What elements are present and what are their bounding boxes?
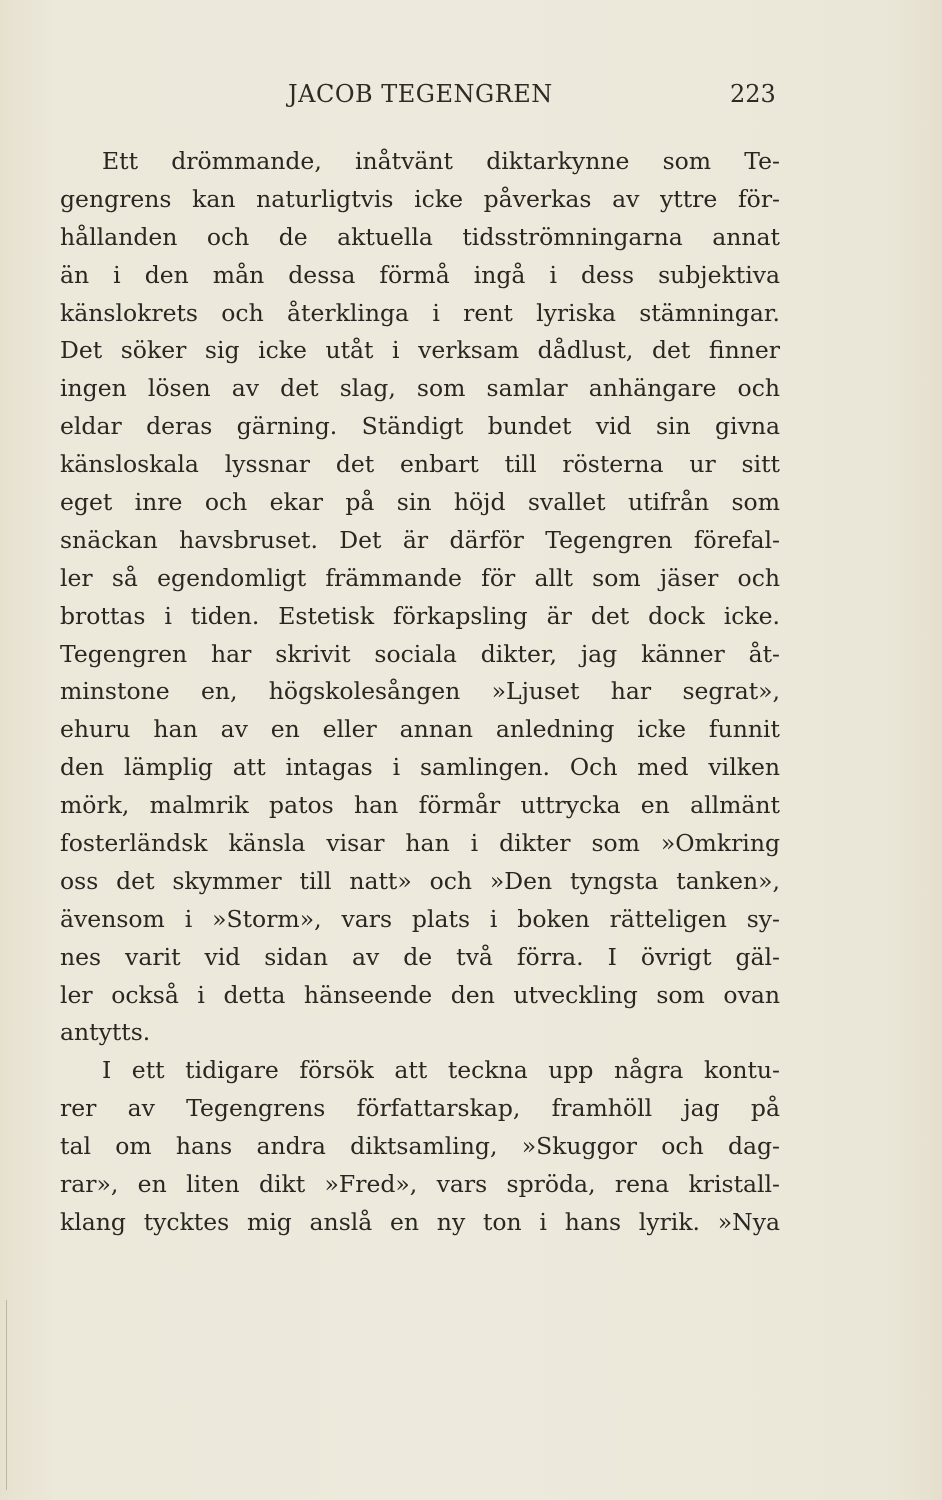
text-line: hållanden och de aktuella tidsströmningarna annat bbox=[60, 222, 780, 251]
page-number: 223 bbox=[730, 80, 776, 108]
text-line: ler också i detta hänseende den utveckling som ovan bbox=[60, 980, 780, 1009]
paragraph-2 bbox=[60, 1052, 780, 1241]
text-line: klang tycktes mig anslå en ny ton i hans lyrik. »Nya bbox=[60, 1207, 780, 1236]
text-line: eldar deras gärning. Ständigt bundet vid sin givna bbox=[60, 412, 780, 441]
text-line: Tegengren har skrivit sociala dikter, jag känner åt- bbox=[60, 639, 780, 668]
text-line: känslokrets och återklinga i rent lyriska stämningar. bbox=[60, 298, 780, 327]
paragraph-1 bbox=[60, 143, 780, 1052]
text-line: oss det skymmer till natt» och »Den tyngsta tanken», bbox=[60, 866, 780, 895]
text-line: ingen lösen av det slag, som samlar anhängare och bbox=[60, 374, 780, 403]
text-line: antytts. bbox=[60, 1018, 151, 1047]
text-line: rer av Tegengrens författarskap, framhöll jag på bbox=[60, 1094, 780, 1123]
text-line: snäckan havsbruset. Det är därför Tegengren förefal- bbox=[60, 525, 780, 554]
text-line: nes varit vid sidan av de två förra. I övrigt gäl- bbox=[60, 942, 780, 971]
text-line: än i den mån dessa förmå ingå i dess subjektiva bbox=[60, 260, 780, 289]
header-title: JACOB TEGENGREN bbox=[288, 80, 553, 108]
text-line: mörk, malmrik patos han förmår uttrycka en allmänt bbox=[60, 791, 780, 820]
running-header bbox=[0, 80, 942, 120]
text-line: gengrens kan naturligtvis icke påverkas av yttre för- bbox=[60, 184, 780, 213]
text-line: fosterländsk känsla visar han i dikter som »Omkring bbox=[60, 829, 780, 858]
text-line: ävensom i »Storm», vars plats i boken rätteligen sy- bbox=[60, 904, 780, 933]
text-line: tal om hans andra diktsamling, »Skuggor och dag- bbox=[60, 1132, 780, 1161]
text-line: eget inre och ekar på sin höjd svallet utifrån som bbox=[60, 488, 780, 517]
text-line: brottas i tiden. Estetisk förkapsling är det dock icke. bbox=[60, 601, 780, 630]
text-line: ler så egendomligt främmande för allt som jäser och bbox=[60, 563, 780, 592]
text-line: rar», en liten dikt »Fred», vars spröda, rena kristall- bbox=[60, 1170, 780, 1199]
body-text bbox=[60, 143, 780, 1242]
text-line: I ett tidigare försök att teckna upp några kontu- bbox=[102, 1056, 780, 1085]
text-line: ehuru han av en eller annan anledning icke funnit bbox=[60, 715, 780, 744]
text-line: Ett drömmande, inåtvänt diktarkynne som Te- bbox=[102, 147, 780, 175]
text-line: känsloskala lyssnar det enbart till rösterna ur sitt bbox=[60, 450, 780, 479]
text-line: Det söker sig icke utåt i verksam dådlust, det finner bbox=[60, 336, 780, 365]
page-edge-mark bbox=[6, 1300, 7, 1490]
text-line: minstone en, högskolesången »Ljuset har segrat», bbox=[60, 677, 780, 706]
text-line: den lämplig att intagas i samlingen. Och med vilken bbox=[60, 753, 780, 782]
